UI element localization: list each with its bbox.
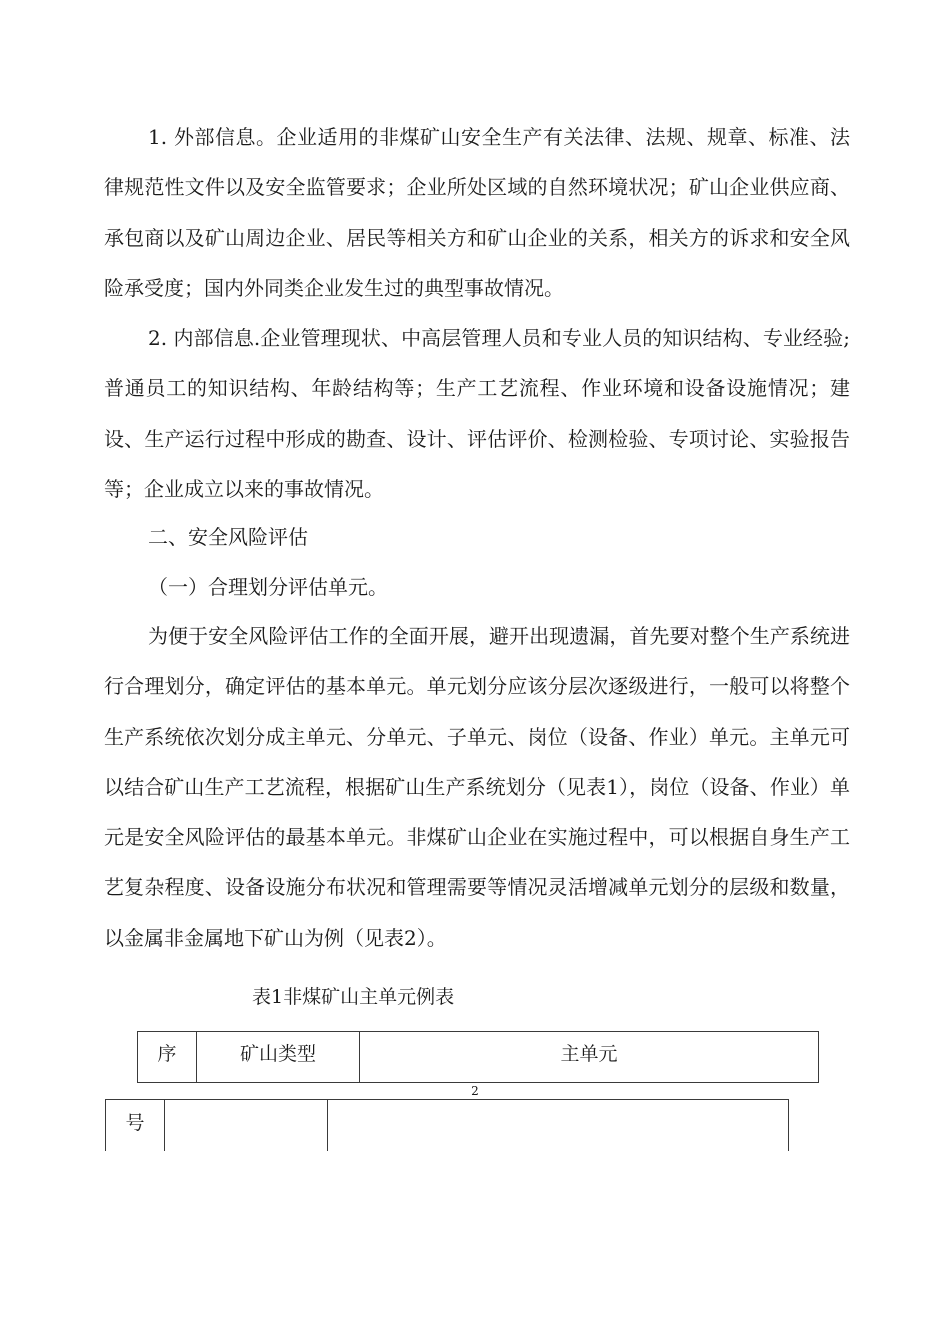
section-heading: 二、安全风险评估 — [148, 525, 308, 549]
table-header-main-unit: 主单元 — [560, 1043, 618, 1065]
page-number: 2 — [471, 1084, 479, 1098]
table-header-mine-type: 矿山类型 — [239, 1043, 316, 1065]
paragraph-internal-info: 2. 内部信息.企业管理现状、中高层管理人员和专业人员的知识结构、专业经验;普通员工的知识结构、年龄结构等；生产工艺流程、作业环境和设备设施情况；建设、生产运行过程中形成的勘查、设计、评估评价、检测检验、专项讨论、实验报告等；企业成立以来的事故情况。 — [104, 326, 850, 501]
paragraph-external-info: 1. 外部信息。企业适用的非煤矿山安全生产有关法律、法规、规章、标准、法律规范性文件以及安全监管要求；企业所处区域的自然环境状况；矿山企业供应商、承包商以及矿山周边企业、居民等相关方和矿山企业的关系，相关方的诉求和安全风险承受度；国内外同类企业发生过的典型事故情况。 — [104, 125, 850, 300]
table-caption: 表1非煤矿山主单元例表 — [252, 986, 455, 1008]
table-header-index: 序 — [157, 1043, 177, 1065]
subsection-heading: （一）合理划分评估单元。 — [148, 575, 388, 599]
paragraph-unit-division: 为便于安全风险评估工作的全面开展，避开出现遗漏，首先要对整个生产系统进行合理划分，确定评估的基本单元。单元划分应该分层次逐级进行，一般可以将整个生产系统依次划分成主单元、分单元、子单元、岗位（设备、作业）单元。主单元可以结合矿山生产工艺流程，根据矿山生产系统划分（见表1），岗位（设备、作业）单元是安全风险评估的最基本单元。非煤矿山企业在实施过程中，可以根据自身生产工艺复杂程度、设备设施分布状况和管理需要等情况灵活增减单元划分的层级和数量，以金属非金属地下矿山为例（见表2）。 — [104, 624, 850, 950]
table-header-index-continued: 号 — [125, 1112, 145, 1134]
